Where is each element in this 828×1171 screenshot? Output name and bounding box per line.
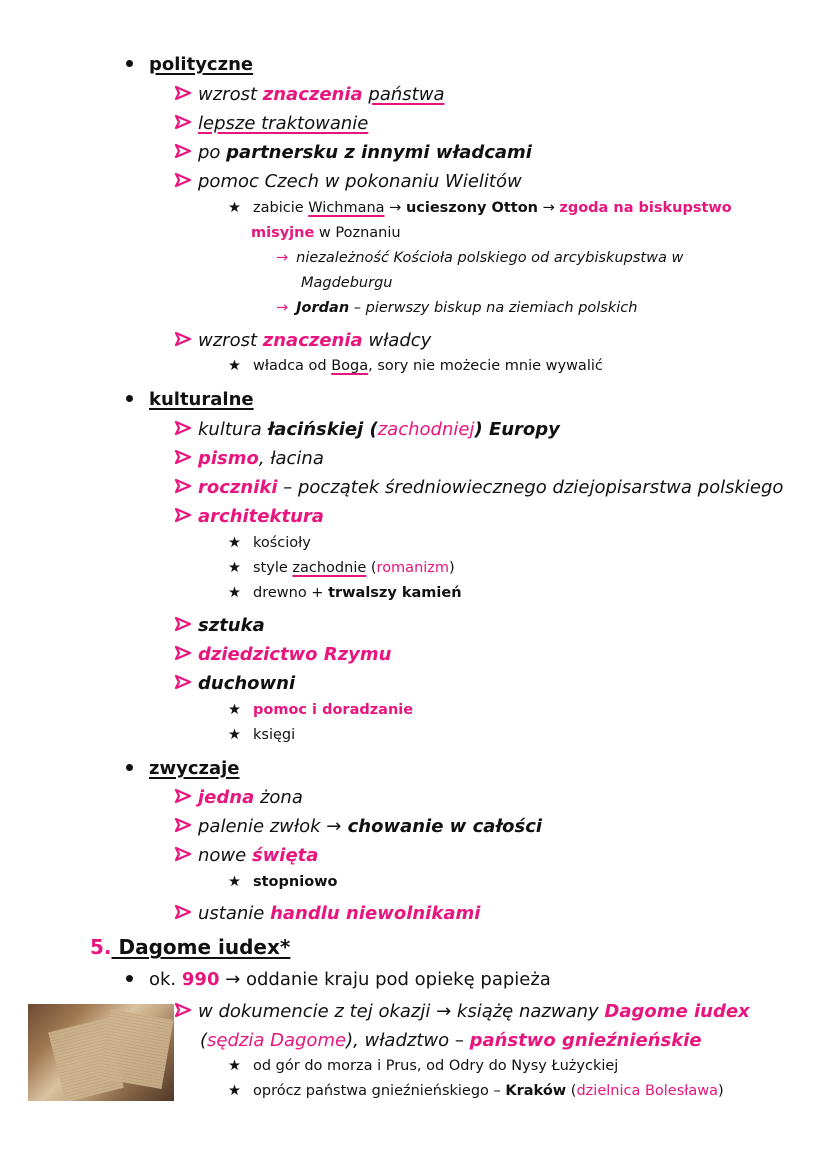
arrow-head-icon bbox=[174, 479, 192, 493]
list-item: architektura bbox=[174, 506, 324, 527]
arrow-head-icon bbox=[174, 86, 192, 100]
sub-item: ★ pomoc i doradzanie bbox=[228, 702, 414, 718]
sub-item: ★ style zachodnie (romanizm) bbox=[228, 560, 455, 576]
heading-kulturalne: kulturalne bbox=[126, 389, 254, 410]
star-icon: ★ bbox=[228, 874, 241, 890]
list-item: ok. 990 → oddanie kraju pod opiekę papieża bbox=[126, 969, 551, 990]
star-icon: ★ bbox=[228, 727, 241, 743]
arrow-head-icon bbox=[174, 818, 192, 832]
list-item: lepsze traktowanie bbox=[174, 113, 368, 134]
star-icon: ★ bbox=[228, 702, 241, 718]
arrow-head-icon bbox=[174, 450, 192, 464]
heading-polityczne: polityczne bbox=[126, 54, 253, 75]
sub-item: ★ księgi bbox=[228, 727, 296, 743]
heading-zwyczaje: zwyczaje bbox=[126, 758, 240, 779]
star-icon: ★ bbox=[228, 1083, 241, 1099]
arrow-head-icon bbox=[174, 115, 192, 129]
list-item: ustanie handlu niewolnikami bbox=[174, 903, 480, 924]
arrow-right-icon: → bbox=[276, 250, 289, 266]
arrow-head-icon bbox=[174, 789, 192, 803]
list-item: sztuka bbox=[174, 615, 265, 636]
list-item: dziedzictwo Rzymu bbox=[174, 644, 391, 665]
arrow-head-icon bbox=[174, 617, 192, 631]
arrow-head-icon bbox=[174, 421, 192, 435]
arrow-head-icon bbox=[174, 144, 192, 158]
list-item: pismo, łacina bbox=[174, 448, 324, 469]
arrow-head-icon bbox=[174, 332, 192, 346]
sub-item-continued: misyjne w Poznaniu bbox=[251, 225, 401, 241]
bullet-icon bbox=[126, 395, 133, 402]
list-item: kultura łacińskiej (zachodniej) Europy bbox=[174, 419, 560, 440]
list-item: wzrost znaczenia państwa bbox=[174, 84, 444, 105]
list-item: nowe święta bbox=[174, 845, 318, 866]
star-icon: ★ bbox=[228, 1058, 241, 1074]
section-title: 5. Dagome iudex* bbox=[90, 935, 291, 959]
star-icon: ★ bbox=[228, 585, 241, 601]
star-icon: ★ bbox=[228, 200, 241, 216]
list-item: roczniki – początek średniowiecznego dziejopisarstwa polskiego bbox=[174, 477, 783, 498]
list-item: palenie zwłok → chowanie w całości bbox=[174, 816, 542, 837]
bullet-icon bbox=[126, 764, 133, 771]
star-icon: ★ bbox=[228, 358, 241, 374]
list-item-continued: (sędzia Dagome), władztwo – państwo gnieźnieńskie bbox=[200, 1030, 702, 1051]
sub-item: ★ kościoły bbox=[228, 535, 311, 551]
sub-item: ★ stopniowo bbox=[228, 874, 338, 890]
list-item: jedna żona bbox=[174, 787, 303, 808]
star-icon: ★ bbox=[228, 560, 241, 576]
list-item: wzrost znaczenia władcy bbox=[174, 330, 431, 351]
sub-sub-item: → niezależność Kościoła polskiego od arcybiskupstwa w bbox=[276, 250, 684, 266]
sub-item: ★ zabicie Wichmana → ucieszony Otton → zgoda na biskupstwo bbox=[228, 200, 732, 216]
sub-item: ★ od gór do morza i Prus, od Odry do Nysy Łużyckiej bbox=[228, 1058, 619, 1074]
arrow-right-icon: → bbox=[276, 300, 289, 316]
bullet-icon bbox=[126, 60, 133, 67]
arrow-head-icon bbox=[174, 508, 192, 522]
arrow-head-icon bbox=[174, 847, 192, 861]
star-icon: ★ bbox=[228, 535, 241, 551]
sub-sub-item-continued: Magdeburgu bbox=[301, 275, 393, 291]
arrow-head-icon bbox=[174, 675, 192, 689]
list-item: pomoc Czech w pokonaniu Wielitów bbox=[174, 171, 522, 192]
list-item: po partnersku z innymi władcami bbox=[174, 142, 532, 163]
sub-sub-item: → Jordan – pierwszy biskup na ziemiach polskich bbox=[276, 300, 638, 316]
bullet-icon bbox=[126, 975, 133, 982]
arrow-head-icon bbox=[174, 173, 192, 187]
arrow-head-icon bbox=[174, 905, 192, 919]
sub-item: ★ oprócz państwa gnieźnieńskiego – Kraków (dzielnica Bolesława) bbox=[228, 1083, 724, 1099]
list-item: w dokumencie z tej okazji → książę nazwany Dagome iudex bbox=[174, 1001, 750, 1022]
sub-item: ★ władca od Boga, sory nie możecie mnie wywalić bbox=[228, 358, 603, 374]
book-photo bbox=[28, 1004, 174, 1101]
sub-item: ★ drewno + trwalszy kamień bbox=[228, 585, 462, 601]
arrow-head-icon bbox=[174, 646, 192, 660]
arrow-head-icon bbox=[174, 1003, 192, 1017]
list-item: duchowni bbox=[174, 673, 295, 694]
